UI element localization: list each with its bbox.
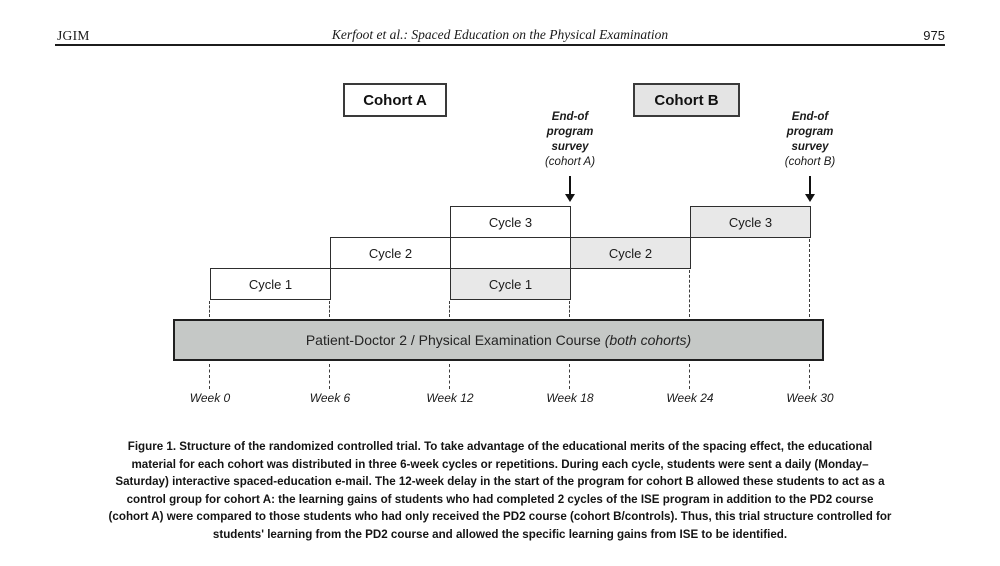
week-label-18: Week 18 [546,391,594,405]
header-rule [55,44,945,46]
week-label-30: Week 30 [786,391,834,405]
cycle-box-cohort-b-3 [690,206,811,238]
gap-box [450,237,571,269]
week-12-dashline-upper [449,301,450,317]
cohort-a-box [343,83,447,117]
page-number: 975 [923,28,945,43]
week-24-dashline-lower [689,364,690,389]
week-12-dashline-lower [449,364,450,389]
week-label-6: Week 6 [309,391,351,405]
course-bar [173,319,824,361]
week-18-dashline-lower [569,364,570,389]
week-6-dashline-lower [329,364,330,389]
survey-b-line: survey [791,141,829,153]
caption-line: Saturday) interactive spaced-education e-mail. The 12-week delay in the start of the program for cohort B allowed these students to act as a [115,475,885,488]
survey-b-annotation [755,110,865,170]
survey-b-cohort-note: (cohort B) [784,156,836,168]
caption-line: control group for cohort A: the learning gains of students who had completed 2 cycles of the ISE program in addition to the PD2 course [126,492,874,506]
cycle-label: Cycle 3 [488,214,533,230]
down-arrow-icon [565,194,575,202]
course-bar-label: Patient-Doctor 2 / Physical Examination Course [305,332,601,348]
cycle-box-cohort-b-2 [570,237,691,269]
caption-line: (cohort A) were compared to those students who had only received the PD2 course (cohort B/controls). Thus, this trial structure controlled for [108,510,892,523]
cycle-label: Cycle 1 [488,276,533,292]
survey-a-line: program [546,126,594,138]
figure-caption [40,438,960,543]
survey-b-line: program [786,126,834,138]
week-18-dashline-upper [569,301,570,317]
cycle-box-cohort-a-1 [210,268,331,300]
week-6-dashline-upper [329,301,330,317]
cycle-label: Cycle 1 [248,276,293,292]
cohort-b-box [633,83,740,117]
cycle-box-cohort-a-3 [450,206,571,238]
week-30-dashline-lower [809,364,810,389]
cohort-b-label: Cohort B [654,91,719,109]
week-label-24: Week 24 [666,391,714,405]
week-0-dashline-lower [209,364,210,389]
survey-a-arrow-shaft [569,176,571,195]
caption-line: students' learning from the PD2 course and allowed the specific learning gains from ISE to be identified. [212,527,788,541]
cycle-label: Cycle 2 [368,245,413,261]
survey-b-line: End-of [791,111,829,123]
cycle-label: Cycle 3 [728,214,773,230]
caption-line: material for each cohort was distributed in three 6-week cycles or repetitions. During each cycle, students were sent a daily (Monday– [131,457,869,471]
course-bar-label-italic: (both cohorts) [604,332,692,348]
week-label-0: Week 0 [189,391,231,405]
journal-abbrev: JGIM [57,28,90,43]
week-0-dashline-upper [209,301,210,317]
survey-a-line: survey [551,141,589,153]
cycle-box-cohort-a-2 [330,237,451,269]
down-arrow-icon [805,194,815,202]
running-title: Kerfoot et al.: Spaced Education on the Physical Examination [331,27,669,42]
caption-line: Figure 1. Structure of the randomized controlled trial. To take advantage of the educational merits of the spacing effect, the educational [127,440,873,453]
cohort-a-label: Cohort A [363,91,427,109]
cycle-box-cohort-b-1 [450,268,571,300]
week-30-dashline-upper [809,239,810,317]
survey-b-arrow-shaft [809,176,811,195]
survey-a-cohort-note: (cohort A) [544,156,596,168]
survey-a-annotation [515,110,625,170]
week-label-12: Week 12 [426,391,474,405]
cycle-label: Cycle 2 [608,245,653,261]
survey-a-line: End-of [551,111,589,123]
week-24-dashline-upper [689,270,690,317]
